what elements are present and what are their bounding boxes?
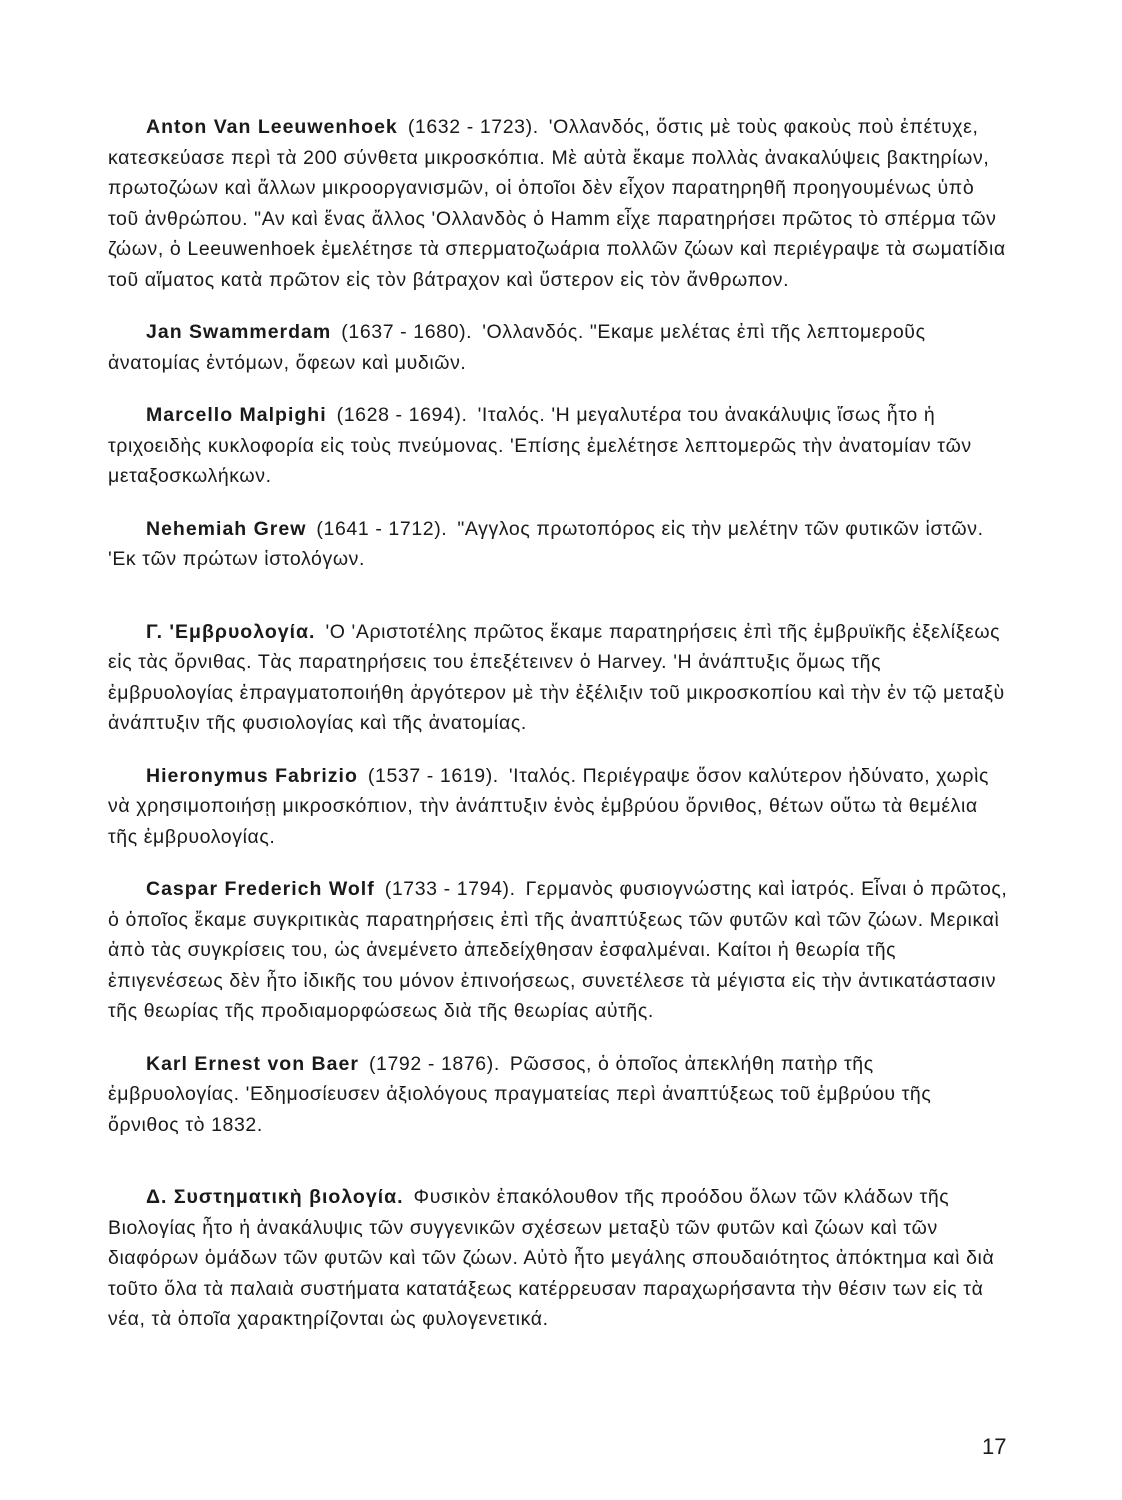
entry-wolf [108,874,1008,1027]
entry-text: 'Ιταλός. 'Η μεγαλυτέρα του ἀνακάλυψις ἴσως ἦτο ἡ τριχοειδὴς κυκλοφορία εἰς τοὺς πνεύμονας. 'Επίσης ἐμελέτησε λεπτομερῶς τὴν ἀνατομίαν τῶν μεταξοσκωλήκων. [108,404,972,487]
entry-name: Jan Swammerdam [146,321,332,343]
entry-text: Ρῶσσος, ὁ ὁποῖος ἀπεκλήθη πατὴρ τῆς ἐμβρυολογίας. 'Εδημοσίευσεν ἀξιολόγους πραγματείας περὶ ἀναπτύξεως τοῦ ἐμβρύου τῆς ὄρνιθος τὸ 1832. [108,1052,932,1136]
page-number: 17 [982,1434,1007,1459]
entry-dates: (1628 - 1694). [336,404,468,426]
entry-name: Anton Van Leeuwenhoek [146,116,398,138]
entry-swammerdam [108,317,1008,378]
entry-text: "Αγγλος πρωτοπόρος εἰς τὴν μελέτην τῶν φυτικῶν ἱστῶν. 'Εκ τῶν πρώτων ἱστολόγων. [108,517,984,570]
entry-dates: (1632 - 1723). [407,116,539,138]
section-text: Φυσικὸν ἐπακόλουθον τῆς προόδου ὅλων τῶν κλάδων τῆς Βιολογίας ἦτο ἡ ἀνακάλυψις τῶν συγγενικῶν σχέσεων μεταξὺ τῶν φυτῶν καὶ ζώων καὶ τῶν διαφόρων ὁμάδων τῶν φυτῶν καὶ τῶν ζώων. Αὐτὸ ἦτο μεγάλης σπουδαιότητος ἀπόκτημα καὶ διὰ τοῦτο ὅλα τὰ παλαιὰ συστήματα κατατάξεως κατέρρευσαν παραχωρήσαντα τὴν θέσιν των εἰς τὰ νέα, τὰ ὁποῖα χαρακτηρίζονται ὡς φυλογενετικά. [108,1186,995,1330]
section-embryology [108,617,1008,739]
entry-leeuwenhoek [108,112,1008,295]
entry-dates: (1733 - 1794). [384,878,516,900]
entry-dates: (1637 - 1680). [341,321,473,343]
entry-malpighi [108,400,1008,492]
entry-grew [108,514,1008,575]
entry-text: 'Ολλανδός, ὅστις μὲ τοὺς φακοὺς ποὺ ἐπέτυχε, κατεσκεύασε περὶ τὰ 200 σύνθετα μικροσκόπια. Μὲ αὐτὰ ἔκαμε πολλὰς ἀνακαλύψεις βακτηρίων, πρωτοζώων καὶ ἄλλων μικροοργανισμῶν, οἱ ὁποῖοι δὲν εἶχον παρατηρηθῆ προηγουμένως ὑπὸ τοῦ ἀνθρώπου. "Αν καὶ ἕνας ἄλλος 'Ολλανδὸς ὁ Hamm εἶχε παρατηρήσει πρῶτος τὸ σπέρμα τῶν ζώων, ὁ Leeuwenhoek ἐμελέτησε τὰ σπερματοζωάρια πολλῶν ζώων καὶ περιέγραψε τὰ σωματίδια τοῦ αἵματος κατὰ πρῶτον εἰς τὸν βάτραχον καὶ ὕστερον εἰς τὸν ἄνθρωπον. [108,116,1006,291]
section-title: Γ. 'Εμβρυολογία. [146,620,316,643]
entry-dates: (1792 - 1876). [368,1052,500,1075]
entry-name: Marcello Malpighi [146,404,327,426]
page-content [108,112,1008,1357]
entry-name: Caspar Frederich Wolf [146,878,375,900]
entry-text: 'Ολλανδός. "Εκαμε μελέτας ἐπὶ τῆς λεπτομεροῦς ἀνατομίας ἐντόμων, ὄφεων καὶ μυδιῶν. [108,321,926,374]
entry-text: 'Ιταλός. Περιέγραψε ὅσον καλύτερον ἠδύνατο, χωρὶς νὰ χρησιμοποιήσῃ μικροσκόπιον, τὴν ἀνάπτυξιν ἑνὸς ἐμβρύου ὄρνιθος, θέτων οὕτω τὰ θεμέλια τῆς ἐμβρυολογίας. [108,764,990,848]
entry-name: Karl Ernest von Baer [146,1052,359,1075]
entry-dates: (1641 - 1712). [316,517,448,540]
section-title: Δ. Συστηματικὴ βιολογία. [146,1186,404,1208]
section-text: 'Ο 'Αριστοτέλης πρῶτος ἔκαμε παρατηρήσεις ἐπὶ τῆς ἐμβρυϊκῆς ἐξελίξεως εἰς τὰς ὄρνιθας. Τὰς παρατηρήσεις του ἐπεξέτεινεν ὁ Harvey. 'Η ἀνάπτυξις ὅμως τῆς ἐμβρυολογίας ἐπραγματοποιήθη ἀργότερον μὲ τὴν ἐξέλιξιν τοῦ μικροσκοπίου καὶ τὴν ἐν τῷ μεταξὺ ἀνάπτυξιν τῆς φυσιολογίας καὶ τῆς ἀνατομίας. [108,620,1005,734]
entry-von-baer [108,1049,1008,1141]
entry-name: Hieronymus Fabrizio [146,764,358,787]
entry-fabrizio [108,761,1008,853]
entry-name: Nehemiah Grew [146,517,307,540]
entry-dates: (1537 - 1619). [367,764,499,787]
entry-text: Γερμανὸς φυσιογνώστης καὶ ἰατρός. Εἶναι ὁ πρῶτος, ὁ ὁποῖος ἔκαμε συγκριτικὰς παρατηρήσεις ἐπὶ τῆς ἀναπτύξεως τῶν φυτῶν καὶ τῶν ζώων. Μερικαὶ ἀπὸ τὰς συγκρίσεις του, ὡς ἀνεμένετο ἀπεδείχθησαν ἐσφαλμέναι. Καίτοι ἡ θεωρία τῆς ἐπιγενέσεως δὲν ἦτο ἰδικῆς του μόνον ἐπινοήσεως, συνετέλεσε τὰ μέγιστα εἰς τὴν ἀντικατάστασιν τῆς θεωρίας τῆς προδιαμορφώσεως διὰ τῆς θεωρίας αὐτῆς. [108,878,1008,1022]
section-systematic-biology [108,1182,1008,1335]
